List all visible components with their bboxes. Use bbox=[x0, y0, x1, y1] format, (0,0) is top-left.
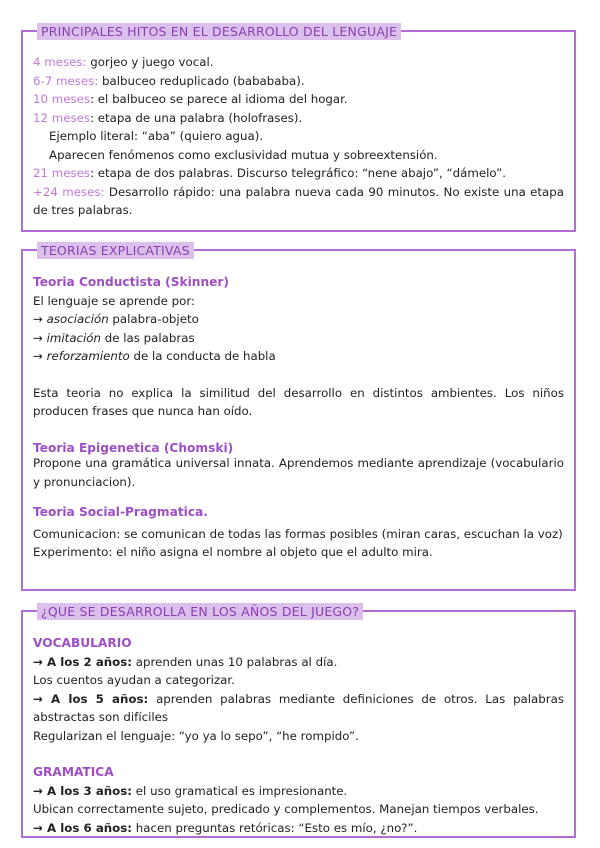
example-line: Ejemplo literal: “aba” (quiero agua). bbox=[49, 129, 264, 143]
gram-ubican: Ubican correctamente sujeto, predicado y complementos. Manejan tiempos verbales. bbox=[33, 802, 539, 816]
milestone-text: balbuceo reduplicado (babababa). bbox=[98, 73, 305, 88]
age-text: el uso gramatical es impresionante. bbox=[132, 783, 348, 798]
month-label: 21 meses bbox=[33, 166, 91, 180]
milestone-12m bbox=[33, 109, 564, 128]
milestones-body bbox=[33, 53, 564, 220]
bullet-reforzamiento bbox=[33, 347, 564, 366]
age-label: → A los 5 años: bbox=[33, 691, 149, 706]
milestone-10m bbox=[33, 90, 564, 109]
milestone-text: : etapa de dos palabras. Discurso telegráfico: “nene abajo”, “dámelo”. bbox=[90, 166, 507, 180]
age-label: → A los 2 años: bbox=[33, 654, 133, 669]
epigenetica-title: Teoria Epigenetica (Chomski) bbox=[33, 440, 234, 455]
vocab-regularizan: Regularizan el lenguaje: “yo ya lo sepo”, “he rompido”. bbox=[33, 728, 359, 743]
play-years-body bbox=[33, 634, 564, 837]
month-label: +24 meses: bbox=[33, 184, 105, 199]
month-label: 6-7 meses: bbox=[33, 73, 99, 88]
arrow-icon: → bbox=[33, 312, 43, 326]
age-text: aprenden unas 10 palabras al día. bbox=[132, 654, 338, 669]
milestone-text: : etapa de una palabra (holofrases). bbox=[90, 110, 303, 125]
phenomena-line: Aparecen fenómenos como exclusividad mutua y sobreextensión. bbox=[49, 147, 438, 162]
milestones-header: PRINCIPALES HITOS EN EL DESARROLLO DEL LENGUAJE bbox=[37, 23, 401, 40]
arrow-icon: → bbox=[33, 349, 43, 363]
vocab-5-years bbox=[33, 690, 564, 727]
emphasis: reforzamiento bbox=[46, 349, 130, 363]
spacer bbox=[33, 745, 564, 763]
spacer bbox=[33, 491, 564, 503]
theories-box bbox=[21, 243, 576, 591]
age-text: aprenden palabras mediante definiciones de otros. Las palabras abstractas son difíciles bbox=[33, 691, 565, 724]
social-text-2: Experimento: el niño asigna el nombre al objeto que el adulto mira. bbox=[33, 545, 433, 559]
age-label: → A los 6 años: bbox=[33, 820, 133, 835]
milestone-24m bbox=[33, 183, 564, 220]
spacer bbox=[33, 366, 564, 384]
month-label: 4 meses: bbox=[33, 55, 87, 69]
conductista-intro: El lenguaje se aprende por: bbox=[33, 293, 195, 308]
spacer bbox=[33, 421, 564, 439]
milestones-box bbox=[21, 24, 576, 232]
social-text-1: Comunicacion: se comunican de todas las formas posibles (miran caras, escuchan la voz) bbox=[33, 526, 563, 541]
bullet-text: de las palabras bbox=[101, 330, 195, 345]
milestone-6-7m bbox=[33, 72, 564, 91]
play-years-header: ¿QUE SE DESARROLLA EN LOS AÑOS DEL JUEGO? bbox=[37, 603, 363, 620]
milestone-text: Desarrollo rápido: una palabra nueva cada 90 minutos. No existe una etapa de tres palabras. bbox=[33, 184, 564, 217]
vocab-cuentos: Los cuentos ayudan a categorizar. bbox=[33, 673, 235, 687]
gram-6-years bbox=[33, 819, 564, 838]
gram-3-years bbox=[33, 782, 564, 801]
month-label: 12 meses bbox=[33, 110, 91, 125]
theories-body bbox=[33, 273, 564, 562]
age-label: → A los 3 años: bbox=[33, 783, 133, 798]
milestone-text: : el balbuceo se parece al idioma del hogar. bbox=[90, 92, 348, 106]
vocabulario-title: VOCABULARIO bbox=[33, 636, 132, 650]
theories-header: TEORIAS EXPLICATIVAS bbox=[37, 242, 194, 259]
milestone-21m bbox=[33, 164, 564, 183]
gramatica-title: GRAMATICA bbox=[33, 765, 114, 779]
social-title: Teoria Social-Pragmatica. bbox=[33, 505, 208, 519]
bullet-text: de la conducta de habla bbox=[129, 349, 276, 363]
conductista-critique: Esta teoria no explica la similitud del desarrollo en distintos ambientes. Los niños producen frases que nunca han oído. bbox=[33, 385, 564, 418]
age-text: hacen preguntas retóricas: “Esto es mío, ¿no?”. bbox=[132, 820, 418, 835]
arrow-icon: → bbox=[33, 330, 43, 345]
vocab-2-years bbox=[33, 653, 564, 672]
play-years-box bbox=[21, 604, 576, 838]
bullet-text: palabra-objeto bbox=[108, 312, 199, 326]
emphasis: asociación bbox=[46, 312, 109, 326]
bullet-imitacion bbox=[33, 329, 564, 348]
month-label: 10 meses bbox=[33, 92, 91, 106]
emphasis: imitación bbox=[46, 330, 101, 345]
milestone-4m bbox=[33, 53, 564, 72]
epigenetica-text: Propone una gramática universal innata. Aprendemos mediante aprendizaje (vocabulario y pronunciacion). bbox=[33, 456, 564, 489]
conductista-title: Teoria Conductista (Skinner) bbox=[33, 275, 229, 289]
milestone-text: gorjeo y juego vocal. bbox=[86, 55, 214, 69]
bullet-asociacion bbox=[33, 310, 564, 329]
